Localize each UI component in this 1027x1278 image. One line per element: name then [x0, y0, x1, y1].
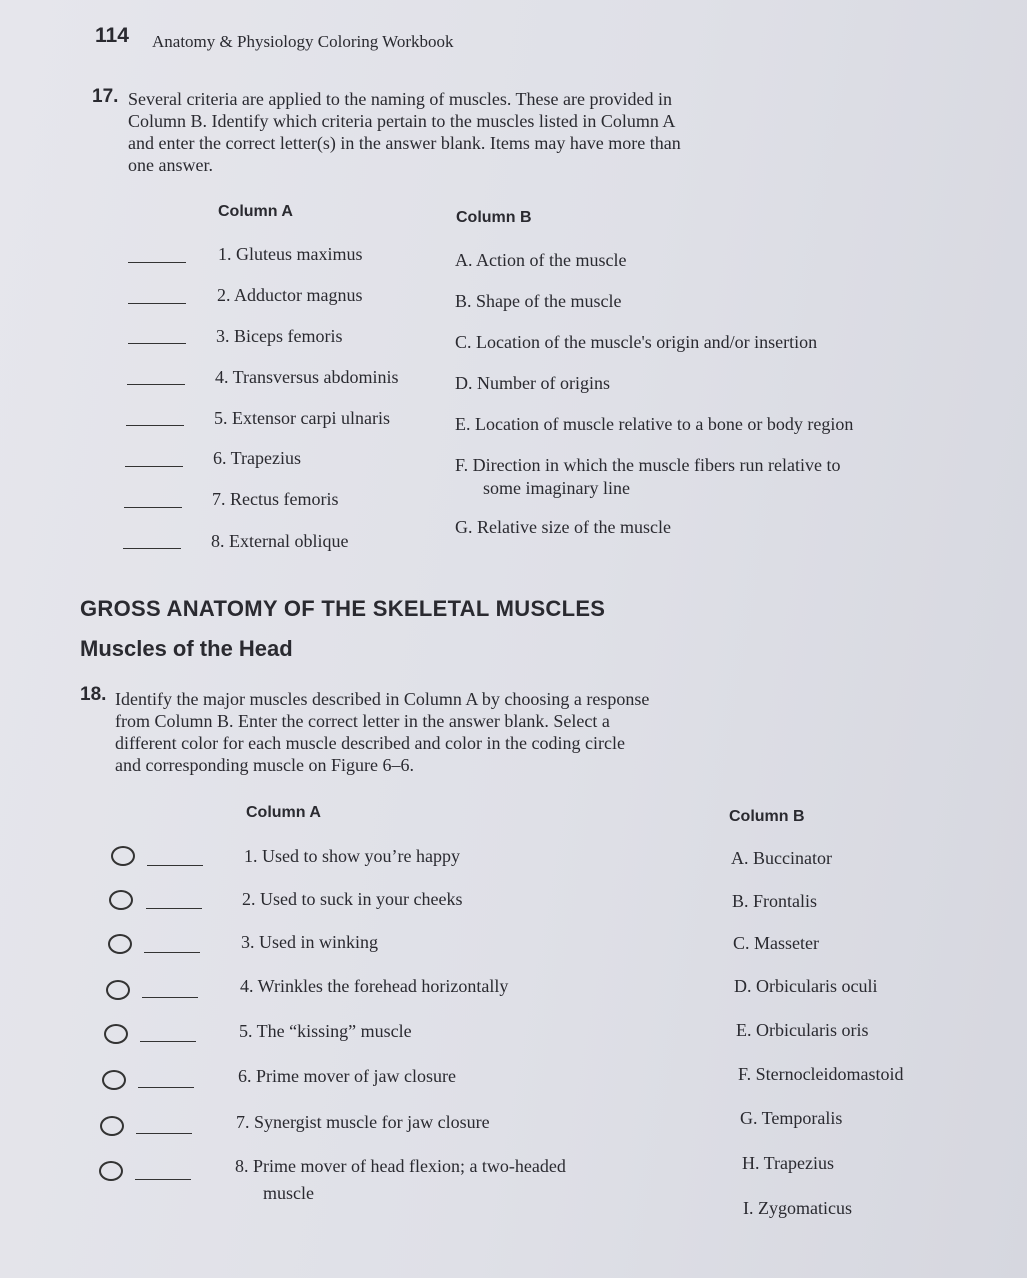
q17-instruction-line: Several criteria are applied to the naming of muscles. These are provided in: [128, 89, 672, 109]
q17-column-a-item: 2. Adductor magnus: [217, 285, 363, 305]
q18-column-b-item: E. Orbicularis oris: [736, 1020, 869, 1040]
q18-answer-blank[interactable]: [140, 1041, 196, 1042]
q18-column-a-item: 8. Prime mover of head flexion; a two-headed: [235, 1156, 566, 1176]
coding-circle[interactable]: [102, 1070, 126, 1090]
q18-column-a-item: 5. The “kissing” muscle: [239, 1021, 412, 1041]
coding-circle[interactable]: [104, 1024, 128, 1044]
question-18-instructions: [115, 688, 775, 776]
section-title: GROSS ANATOMY OF THE SKELETAL MUSCLES: [80, 596, 606, 621]
q18-answer-blank[interactable]: [135, 1179, 191, 1180]
q18-column-b-item: H. Trapezius: [742, 1153, 835, 1173]
q18-instruction-line: Identify the major muscles described in Column A by choosing a response: [115, 689, 650, 709]
q18-column-a-item: 7. Synergist muscle for jaw closure: [236, 1112, 490, 1132]
q17-answer-blank[interactable]: [126, 425, 184, 426]
q18-answer-blank[interactable]: [142, 997, 198, 998]
q17-column-a-header: Column A: [218, 203, 293, 220]
q17-instruction-line: one answer.: [128, 155, 213, 175]
q17-column-a-item: 8. External oblique: [211, 531, 349, 551]
q17-column-a-item: 6. Trapezius: [213, 448, 302, 468]
q17-column-a-item: 4. Transversus abdominis: [215, 367, 399, 387]
q17-answer-blank[interactable]: [128, 343, 186, 344]
q18-column-b-item: G. Temporalis: [740, 1108, 843, 1128]
q17-column-b-item: A. Action of the muscle: [455, 250, 627, 270]
q17-answer-blank[interactable]: [123, 548, 181, 549]
q18-column-a-item-continued: muscle: [263, 1183, 314, 1203]
q17-column-b-item-continued: some imaginary line: [483, 478, 630, 498]
coding-circle[interactable]: [111, 846, 135, 866]
coding-circle[interactable]: [100, 1116, 124, 1136]
q17-column-b-item: C. Location of the muscle's origin and/or insertion: [455, 332, 818, 352]
q18-column-b-item: B. Frontalis: [732, 891, 818, 911]
q17-column-b-item: B. Shape of the muscle: [455, 291, 622, 311]
coding-circle[interactable]: [99, 1161, 123, 1181]
q18-instruction-line: and corresponding muscle on Figure 6–6.: [115, 755, 414, 775]
q18-answer-blank[interactable]: [138, 1087, 194, 1088]
q18-column-b-item: D. Orbicularis oculi: [734, 976, 878, 996]
q18-answer-blank[interactable]: [144, 952, 200, 953]
q17-column-b-item: D. Number of origins: [455, 373, 610, 393]
question-17-number: 17.: [92, 86, 119, 107]
q17-column-b-item: E. Location of muscle relative to a bone or body region: [455, 414, 854, 434]
q18-column-b-item: A. Buccinator: [731, 848, 832, 868]
q18-column-b-item: I. Zygomaticus: [743, 1198, 852, 1218]
q17-column-b-item: F. Direction in which the muscle fibers run relative to: [455, 455, 841, 475]
q18-column-b-header: Column B: [729, 808, 805, 825]
q17-answer-blank[interactable]: [128, 303, 186, 304]
q18-column-b-item: C. Masseter: [733, 933, 819, 953]
question-17-instructions: [128, 88, 788, 176]
q17-column-a-item: 1. Gluteus maximus: [218, 244, 363, 264]
question-18-number: 18.: [80, 684, 107, 705]
q18-column-b-item: F. Sternocleidomastoid: [738, 1064, 904, 1084]
q18-answer-blank[interactable]: [147, 865, 203, 866]
q18-answer-blank[interactable]: [146, 908, 202, 909]
q17-answer-blank[interactable]: [128, 262, 186, 263]
running-title: Anatomy & Physiology Coloring Workbook: [152, 32, 454, 51]
coding-circle[interactable]: [109, 890, 133, 910]
q18-instruction-line: different color for each muscle described and color in the coding circle: [115, 733, 625, 753]
q17-answer-blank[interactable]: [125, 466, 183, 467]
q17-instruction-line: and enter the correct letter(s) in the answer blank. Items may have more than: [128, 133, 681, 153]
coding-circle[interactable]: [106, 980, 130, 1000]
q18-column-a-item: 2. Used to suck in your cheeks: [242, 889, 463, 909]
q18-instruction-line: from Column B. Enter the correct letter in the answer blank. Select a: [115, 711, 610, 731]
q18-column-a-item: 4. Wrinkles the forehead horizontally: [240, 976, 509, 996]
q17-answer-blank[interactable]: [127, 384, 185, 385]
q17-column-b-item: G. Relative size of the muscle: [455, 517, 671, 537]
coding-circle[interactable]: [108, 934, 132, 954]
q17-instruction-line: Column B. Identify which criteria pertain to the muscles listed in Column A: [128, 111, 676, 131]
page-number: 114: [95, 24, 129, 47]
q17-column-a-item: 5. Extensor carpi ulnaris: [214, 408, 390, 428]
q18-column-a-header: Column A: [246, 804, 321, 821]
q18-column-a-item: 6. Prime mover of jaw closure: [238, 1066, 456, 1086]
q17-column-a-item: 3. Biceps femoris: [216, 326, 343, 346]
q18-column-a-item: 1. Used to show you’re happy: [244, 846, 460, 866]
q17-column-a-item: 7. Rectus femoris: [212, 489, 339, 509]
q17-column-b-header: Column B: [456, 209, 532, 226]
subsection-title: Muscles of the Head: [80, 636, 293, 661]
q18-answer-blank[interactable]: [136, 1133, 192, 1134]
q17-answer-blank[interactable]: [124, 507, 182, 508]
q18-column-a-item: 3. Used in winking: [241, 932, 378, 952]
